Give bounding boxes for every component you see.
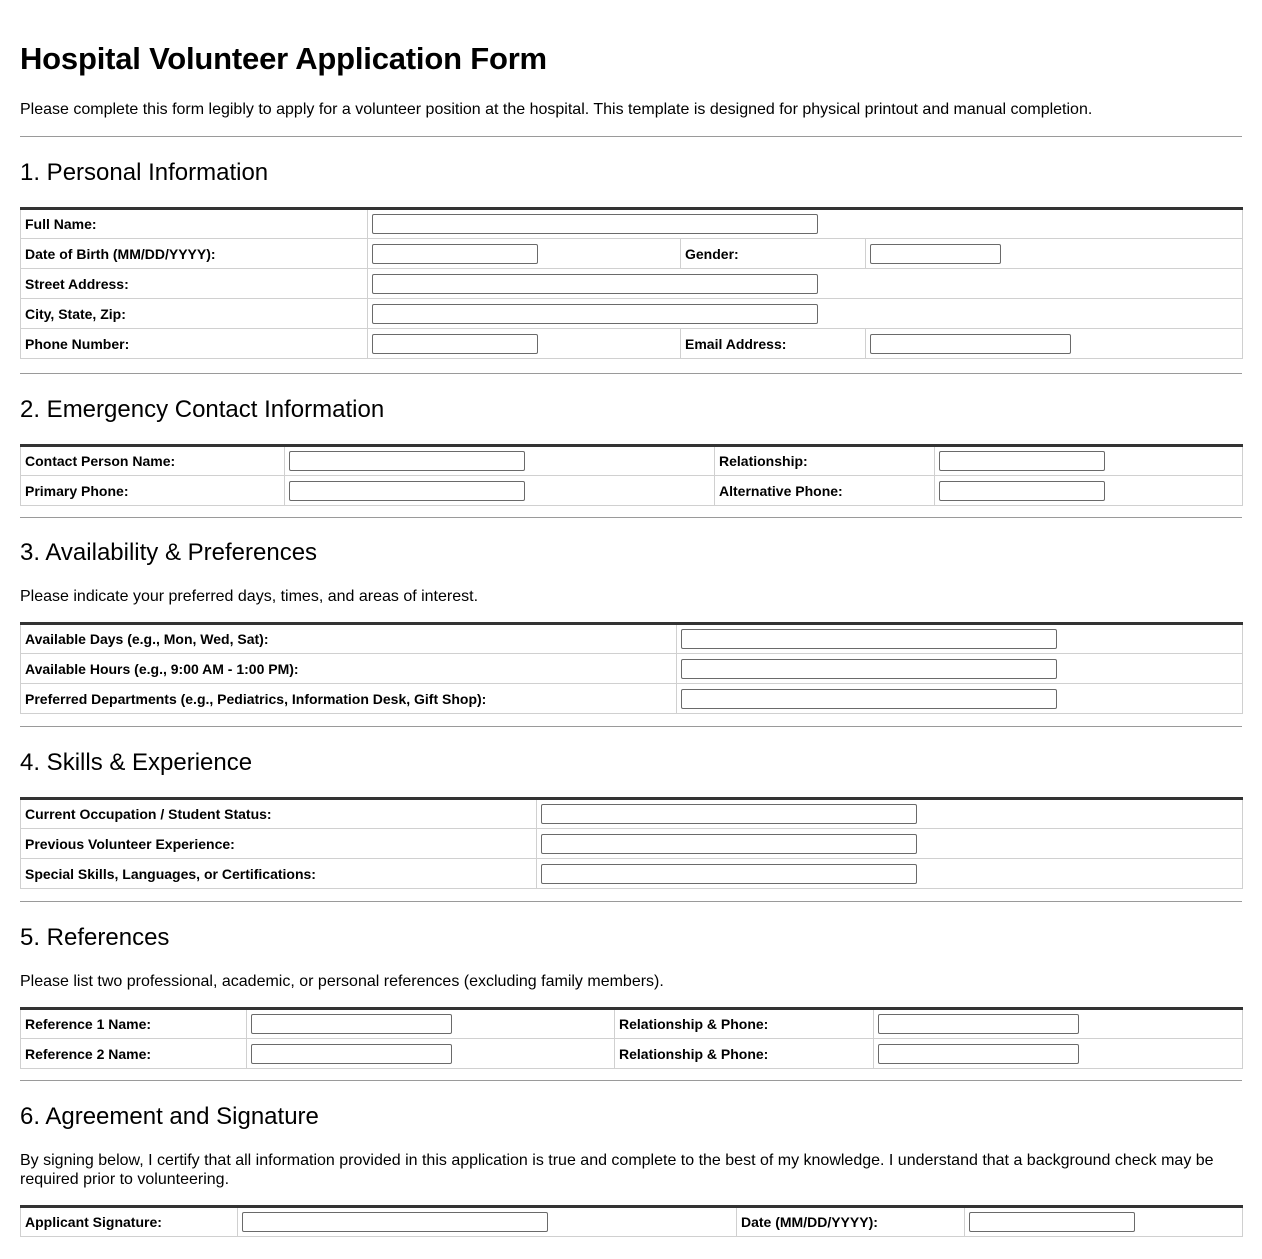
skills-table	[20, 797, 1243, 889]
sign-date-field[interactable]	[969, 1212, 1135, 1232]
emergency-contact-table	[20, 444, 1243, 506]
table-row	[21, 1207, 1243, 1237]
email-label: Email Address:	[681, 329, 866, 359]
contact-name-cell	[285, 446, 715, 476]
alt-phone-cell	[935, 476, 1243, 506]
special-skills-cell	[537, 859, 1243, 889]
ref2-name-field[interactable]	[251, 1044, 452, 1064]
ref2-rel-cell	[874, 1039, 1243, 1069]
ref2-name-cell	[247, 1039, 615, 1069]
contact-name-label: Contact Person Name:	[21, 446, 285, 476]
departments-cell	[677, 684, 1243, 714]
email-field[interactable]	[870, 334, 1071, 354]
page-title: Hospital Volunteer Application Form	[20, 41, 547, 76]
references-desc: Please list two professional, academic, or personal references (excluding family members).	[20, 973, 664, 990]
signature-cell	[238, 1207, 737, 1237]
primary-phone-field[interactable]	[289, 481, 525, 501]
phone-label: Phone Number:	[21, 329, 368, 359]
relationship-cell	[935, 446, 1243, 476]
section-heading-personal: 1. Personal Information	[20, 159, 269, 186]
street-cell	[368, 269, 1243, 299]
preferred-departments-field[interactable]	[681, 689, 1057, 709]
divider	[20, 1080, 1242, 1081]
divider	[20, 517, 1242, 518]
full-name-label: Full Name:	[21, 209, 368, 239]
divider	[20, 136, 1242, 137]
table-row	[21, 654, 1243, 684]
sign-date-label: Date (MM/DD/YYYY):	[737, 1207, 965, 1237]
street-address-field[interactable]	[372, 274, 818, 294]
divider	[20, 901, 1242, 902]
relationship-label: Relationship:	[715, 446, 935, 476]
table-row	[21, 829, 1243, 859]
table-row	[21, 1039, 1243, 1069]
availability-table	[20, 622, 1243, 714]
street-label: Street Address:	[21, 269, 368, 299]
agreement-desc: By signing below, I certify that all information provided in this application is true and complete to the best of my knowledge. I understand that a background check may be required prior to volunteering.	[20, 1152, 1214, 1188]
experience-cell	[537, 829, 1243, 859]
divider	[20, 726, 1242, 727]
table-row	[21, 624, 1243, 654]
ref1-rel-label: Relationship & Phone:	[615, 1009, 874, 1039]
signature-label: Applicant Signature:	[21, 1207, 238, 1237]
ref2-relationship-phone-field[interactable]	[878, 1044, 1079, 1064]
alt-phone-field[interactable]	[939, 481, 1105, 501]
phone-cell	[368, 329, 681, 359]
gender-label: Gender:	[681, 239, 866, 269]
primary-phone-label: Primary Phone:	[21, 476, 285, 506]
experience-field[interactable]	[541, 834, 917, 854]
section-heading-emergency: 2. Emergency Contact Information	[20, 396, 385, 423]
occupation-field[interactable]	[541, 804, 917, 824]
available-days-field[interactable]	[681, 629, 1057, 649]
ref1-relationship-phone-field[interactable]	[878, 1014, 1079, 1034]
table-row	[21, 269, 1243, 299]
section-heading-references: 5. References	[20, 924, 170, 951]
references-table	[20, 1007, 1243, 1069]
gender-cell	[866, 239, 1243, 269]
dob-label: Date of Birth (MM/DD/YYYY):	[21, 239, 368, 269]
hours-label: Available Hours (e.g., 9:00 AM - 1:00 PM):	[21, 654, 677, 684]
occupation-cell	[537, 799, 1243, 829]
section-heading-availability: 3. Availability & Preferences	[20, 539, 318, 566]
primary-phone-cell	[285, 476, 715, 506]
phone-field[interactable]	[372, 334, 538, 354]
occupation-label: Current Occupation / Student Status:	[21, 799, 537, 829]
full-name-cell	[368, 209, 1243, 239]
table-row	[21, 1009, 1243, 1039]
ref1-name-field[interactable]	[251, 1014, 452, 1034]
ref1-name-cell	[247, 1009, 615, 1039]
table-row	[21, 239, 1243, 269]
ref1-name-label: Reference 1 Name:	[21, 1009, 247, 1039]
full-name-field[interactable]	[372, 214, 818, 234]
email-cell	[866, 329, 1243, 359]
alt-phone-label: Alternative Phone:	[715, 476, 935, 506]
departments-label: Preferred Departments (e.g., Pediatrics, Information Desk, Gift Shop):	[21, 684, 677, 714]
special-skills-field[interactable]	[541, 864, 917, 884]
section-heading-skills: 4. Skills & Experience	[20, 749, 253, 776]
dob-cell	[368, 239, 681, 269]
intro-text: Please complete this form legibly to apply for a volunteer position at the hospital. This template is designed for physical printout and manual completion.	[20, 101, 1093, 118]
dob-field[interactable]	[372, 244, 538, 264]
gender-field[interactable]	[870, 244, 1001, 264]
table-row	[21, 799, 1243, 829]
signature-field[interactable]	[242, 1212, 548, 1232]
city-state-zip-field[interactable]	[372, 304, 818, 324]
table-row	[21, 329, 1243, 359]
city-cell	[368, 299, 1243, 329]
availability-desc: Please indicate your preferred days, times, and areas of interest.	[20, 588, 479, 605]
available-hours-field[interactable]	[681, 659, 1057, 679]
relationship-field[interactable]	[939, 451, 1105, 471]
ref2-name-label: Reference 2 Name:	[21, 1039, 247, 1069]
table-row	[21, 299, 1243, 329]
ref1-rel-cell	[874, 1009, 1243, 1039]
signature-table	[20, 1205, 1243, 1237]
table-row	[21, 684, 1243, 714]
sign-date-cell	[965, 1207, 1243, 1237]
section-heading-agreement: 6. Agreement and Signature	[20, 1103, 319, 1130]
city-label: City, State, Zip:	[21, 299, 368, 329]
hours-cell	[677, 654, 1243, 684]
table-row	[21, 446, 1243, 476]
table-row	[21, 209, 1243, 239]
table-row	[21, 476, 1243, 506]
days-label: Available Days (e.g., Mon, Wed, Sat):	[21, 624, 677, 654]
days-cell	[677, 624, 1243, 654]
contact-name-field[interactable]	[289, 451, 525, 471]
table-row	[21, 859, 1243, 889]
personal-info-table	[20, 207, 1243, 359]
ref2-rel-label: Relationship & Phone:	[615, 1039, 874, 1069]
special-skills-label: Special Skills, Languages, or Certifications:	[21, 859, 537, 889]
divider	[20, 373, 1242, 374]
experience-label: Previous Volunteer Experience:	[21, 829, 537, 859]
